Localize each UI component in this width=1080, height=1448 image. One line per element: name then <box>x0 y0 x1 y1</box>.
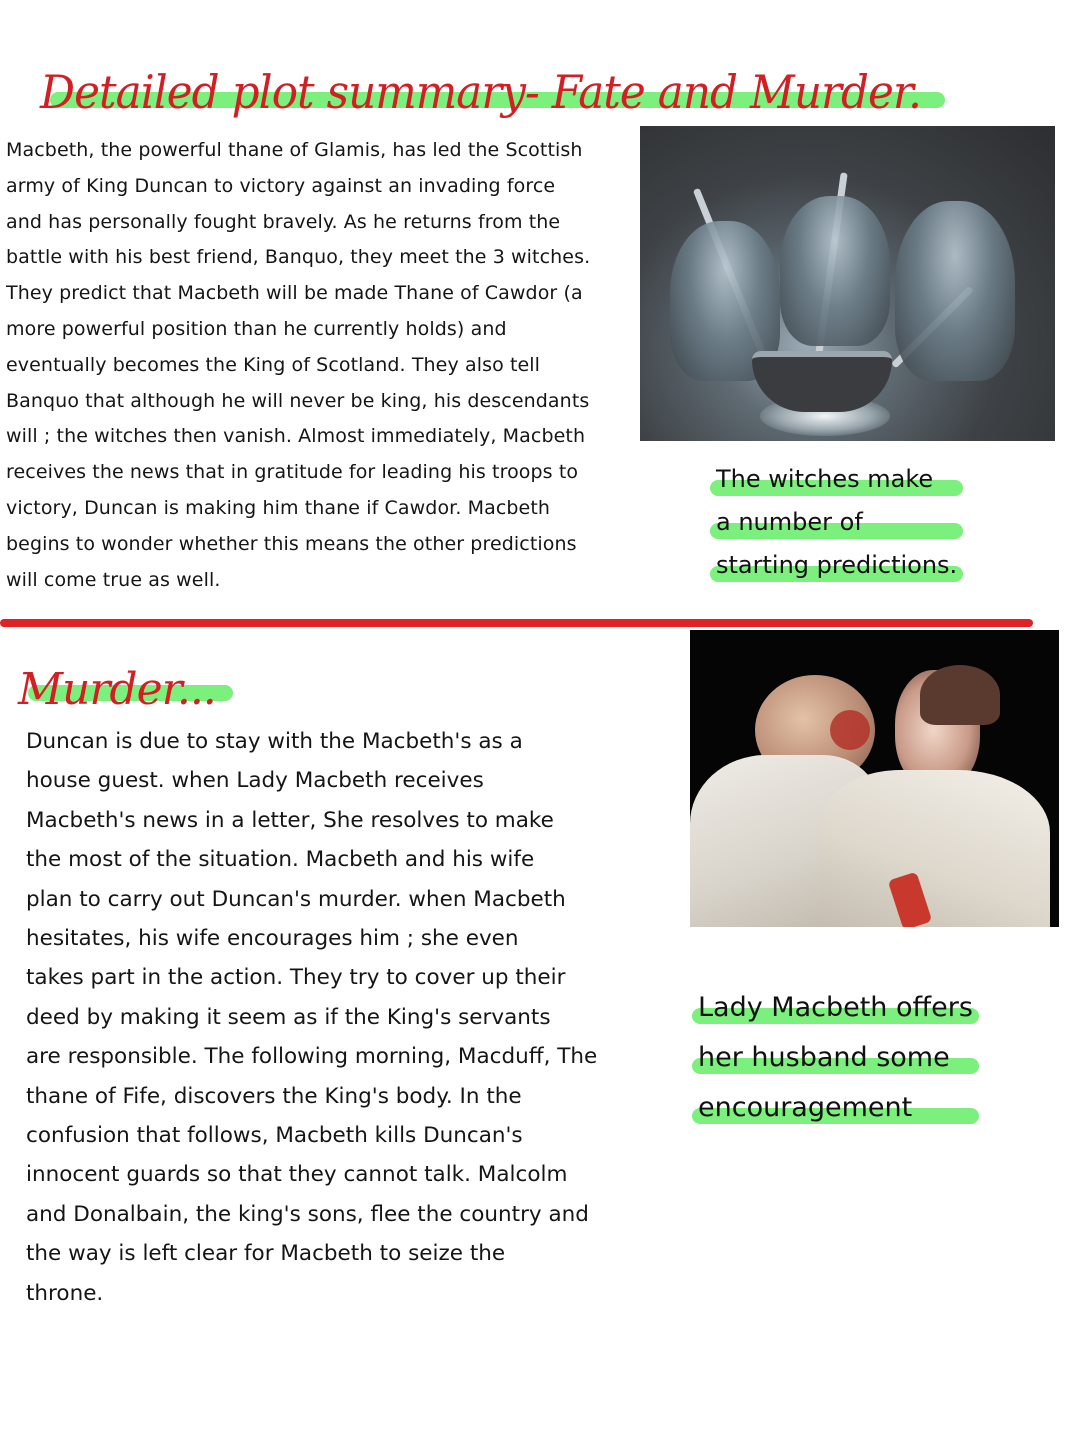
text-line: thane of Fife, discovers the King's body. In the <box>26 1083 522 1109</box>
macbeth-stage-photo <box>690 630 1059 927</box>
page-title: Detailed plot summary- Fate and Murder. <box>40 65 921 119</box>
text-line: takes part in the action. They try to cover up their <box>26 965 566 991</box>
text-line: hesitates, his wife encourages him ; she even <box>26 926 519 952</box>
text-line: more powerful position than he currently holds) and <box>6 317 507 340</box>
section-divider <box>0 619 1033 627</box>
murder-heading-block <box>18 660 216 720</box>
text-line: battle with his best friend, Banquo, they meet the 3 witches. <box>6 246 591 269</box>
murder-heading: Murder... <box>18 664 216 715</box>
text-line: are responsible. The following morning, Macduff, The <box>26 1044 598 1070</box>
text-line: will come true as well. <box>6 568 221 591</box>
note-line: Lady Macbeth offers <box>698 992 973 1023</box>
text-line: They predict that Macbeth will be made Thane of Cawdor (a <box>6 282 583 305</box>
text-line: begins to wonder whether this means the other predictions <box>6 532 577 555</box>
page-title-block <box>40 62 967 132</box>
text-line: will ; the witches then vanish. Almost immediately, Macbeth <box>6 425 586 448</box>
note-line: The witches make <box>716 465 934 493</box>
text-line: deed by making it seem as if the King's servants <box>26 1004 551 1030</box>
text-line: innocent guards so that they cannot talk. Malcolm <box>26 1162 568 1188</box>
text-line: the way is left clear for Macbeth to seize the <box>26 1241 506 1267</box>
text-line: plan to carry out Duncan's murder. when Macbeth <box>26 886 566 912</box>
text-line: throne. <box>26 1280 104 1306</box>
text-line: and has personally fought bravely. As he returns from the <box>6 210 561 233</box>
note-line: encouragement <box>698 1092 913 1123</box>
murder-paragraph <box>26 722 626 1313</box>
witches-side-note <box>716 458 957 587</box>
note-line: her husband some <box>698 1042 950 1073</box>
text-line: Duncan is due to stay with the Macbeth's as a <box>26 729 523 754</box>
text-line: eventually becomes the King of Scotland. They also tell <box>6 353 541 376</box>
text-line: army of King Duncan to victory against an invading force <box>6 174 556 197</box>
text-line: house guest. when Lady Macbeth receives <box>26 768 484 794</box>
plot-summary-paragraph <box>6 133 626 598</box>
text-line: confusion that follows, Macbeth kills Duncan's <box>26 1123 523 1149</box>
witches-illustration <box>640 126 1055 441</box>
text-line: Banquo that although he will never be king, his descendants <box>6 389 590 412</box>
text-line: the most of the situation. Macbeth and his wife <box>26 847 535 873</box>
note-line: starting predictions. <box>716 551 958 579</box>
note-line: a number of <box>716 508 863 536</box>
text-line: receives the news that in gratitude for leading his troops to <box>6 461 579 484</box>
text-line: and Donalbain, the king's sons, flee the country and <box>26 1201 589 1227</box>
lady-macbeth-side-note <box>698 983 973 1133</box>
text-line: victory, Duncan is making him thane if Cawdor. Macbeth <box>6 496 551 519</box>
text-line: Macbeth's news in a letter, She resolves to make <box>26 807 554 833</box>
text-line: Macbeth, the powerful thane of Glamis, has led the Scottish <box>6 139 583 161</box>
